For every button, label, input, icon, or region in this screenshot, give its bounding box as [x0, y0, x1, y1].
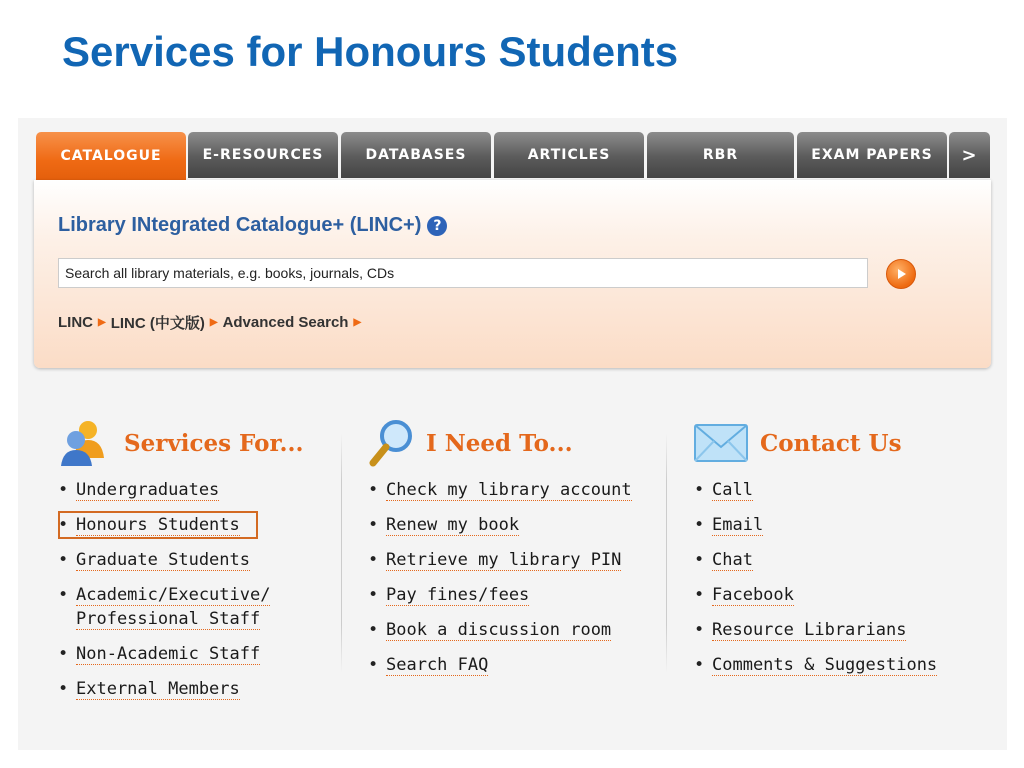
tab-next-button[interactable]: >	[949, 132, 990, 178]
library-homepage-screenshot	[18, 118, 1007, 750]
slide-title: Services for Honours Students	[62, 28, 679, 75]
arrow-icon: ▶	[98, 317, 106, 328]
linc-title-text: Library INtegrated Catalogue+ (LINC+)	[58, 214, 422, 236]
services-for-title: Services For...	[124, 429, 304, 457]
i-need-to-title: I Need To...	[426, 429, 573, 457]
list-item[interactable]: • Search FAQ	[368, 653, 632, 677]
search-go-button[interactable]	[886, 259, 916, 289]
list-item[interactable]: • Email	[694, 513, 937, 537]
list-item[interactable]: • Check my library account	[368, 478, 632, 502]
people-icon	[58, 418, 112, 468]
link-advanced-search[interactable]: Advanced Search	[222, 314, 349, 331]
tab-e-resources[interactable]: E-RESOURCES	[188, 132, 338, 178]
contact-us-header	[694, 418, 937, 468]
contact-us-column	[694, 418, 937, 688]
arrow-icon: ▶	[209, 317, 218, 328]
catalogue-links	[58, 312, 361, 333]
list-item[interactable]: • Call	[694, 478, 937, 502]
play-circle-icon	[894, 267, 908, 281]
catalogue-search-input[interactable]	[58, 258, 868, 288]
linc-title	[58, 214, 447, 237]
i-need-to-column	[368, 418, 632, 688]
question-circle-icon[interactable]: ?	[427, 216, 447, 236]
column-divider	[341, 433, 342, 673]
tab-rbr[interactable]: RBR	[647, 132, 794, 178]
list-item[interactable]: • Pay fines/fees	[368, 583, 632, 607]
list-item[interactable]: • Honours Students	[58, 513, 304, 537]
list-item[interactable]: • Book a discussion room	[368, 618, 632, 642]
list-item[interactable]: • Academic/Executive/ Professional Staff	[58, 583, 304, 631]
tab-bar	[36, 132, 991, 178]
list-item[interactable]: • External Members	[58, 677, 304, 701]
honours-students-highlight	[58, 511, 258, 539]
tab-catalogue[interactable]: CATALOGUE	[36, 132, 186, 180]
list-item[interactable]: • Undergraduates	[58, 478, 304, 502]
envelope-icon	[694, 423, 748, 463]
list-item[interactable]: • Chat	[694, 548, 937, 572]
list-item[interactable]: • Comments & Suggestions	[694, 653, 937, 677]
list-item[interactable]: • Resource Librarians	[694, 618, 937, 642]
tab-articles[interactable]: ARTICLES	[494, 132, 644, 178]
column-divider	[666, 433, 667, 673]
contact-us-title: Contact Us	[760, 429, 902, 457]
services-for-header	[58, 418, 304, 468]
tab-databases[interactable]: DATABASES	[341, 132, 491, 178]
list-item[interactable]: • Retrieve my library PIN	[368, 548, 632, 572]
list-item[interactable]: • Facebook	[694, 583, 937, 607]
catalogue-search-panel	[34, 180, 991, 368]
link-linc[interactable]: LINC	[58, 314, 93, 331]
contact-list	[694, 478, 937, 677]
link-linc-chinese[interactable]: LINC (中文版)	[110, 315, 205, 332]
tab-exam-papers[interactable]: EXAM PAPERS	[797, 132, 947, 178]
list-item[interactable]: • Non-Academic Staff	[58, 642, 304, 666]
services-for-column	[58, 418, 304, 712]
i-need-to-header	[368, 418, 632, 468]
list-item[interactable]: • Graduate Students	[58, 548, 304, 572]
arrow-icon: ▶	[353, 317, 362, 328]
magnifier-icon	[368, 418, 414, 468]
list-item[interactable]: • Renew my book	[368, 513, 632, 537]
i-need-to-list	[368, 478, 632, 677]
